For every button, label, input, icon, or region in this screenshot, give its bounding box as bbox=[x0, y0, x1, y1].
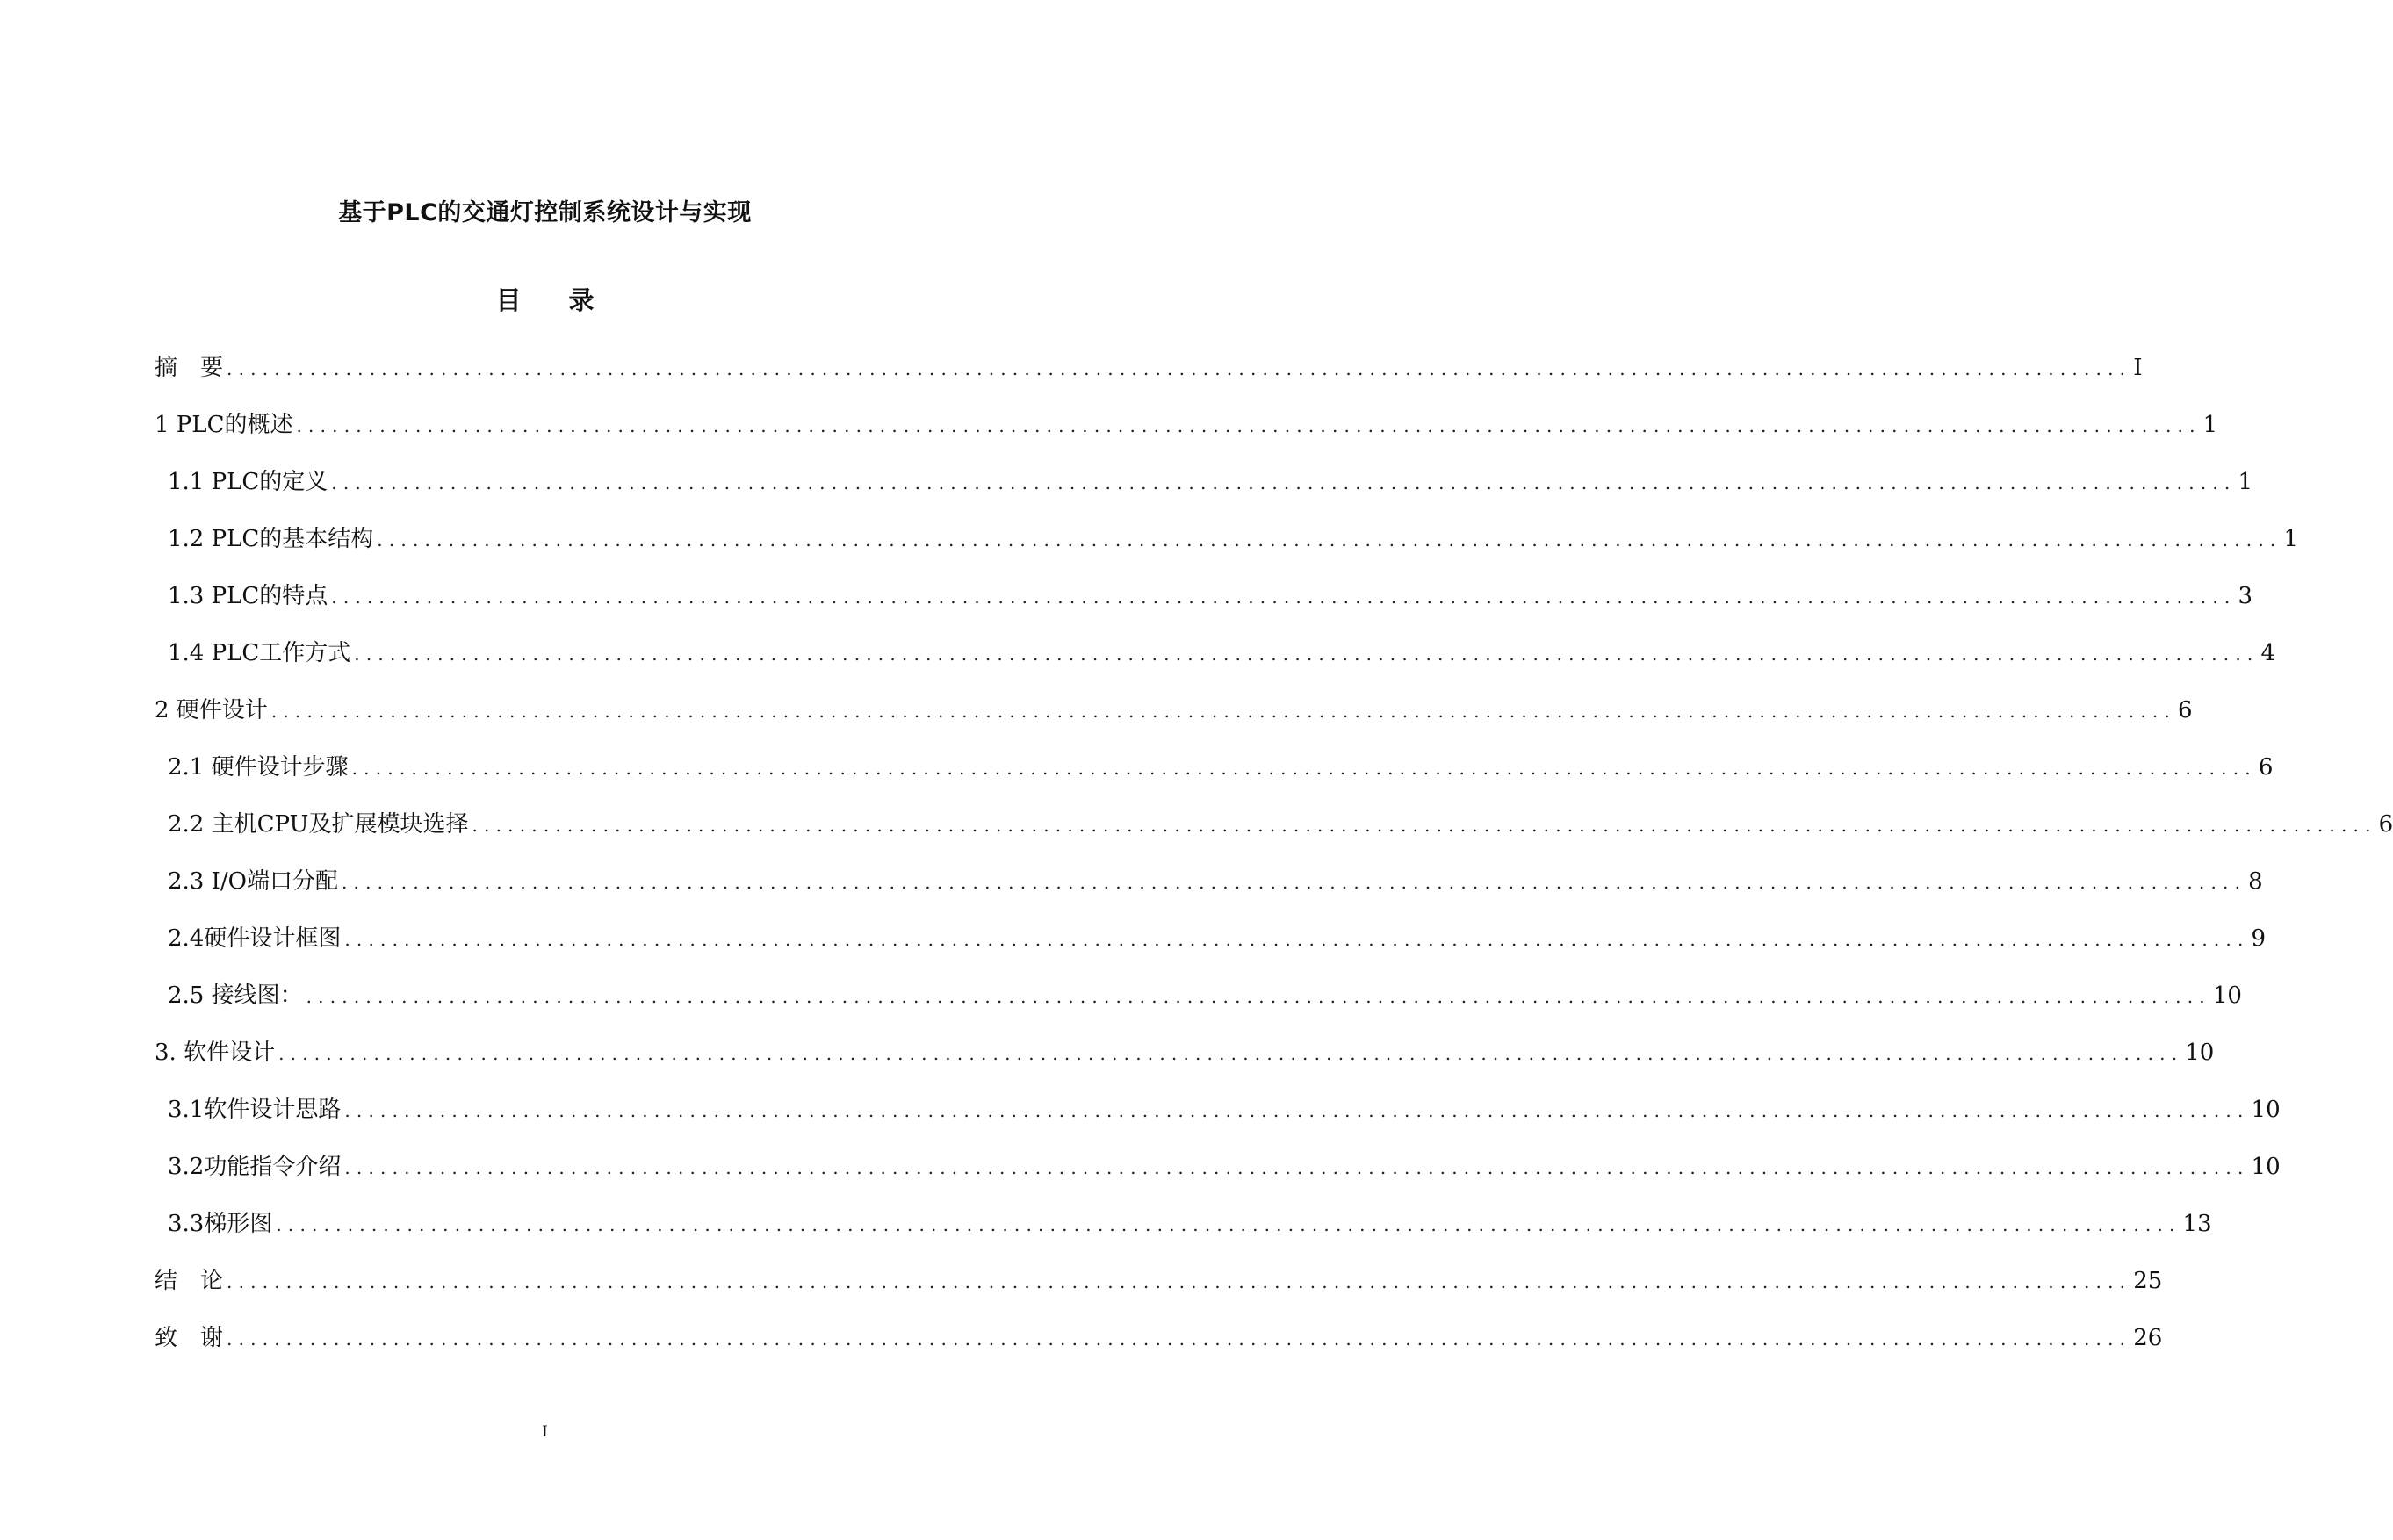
toc-entry-2-5[interactable] bbox=[155, 980, 2242, 1037]
dot-leader: ................................................................................................................................................................ bbox=[331, 472, 2237, 493]
document-title: 基于PLC的交通灯控制系统设计与实现 bbox=[338, 199, 752, 227]
toc-entry-page: 6 bbox=[2258, 754, 2274, 781]
dot-leader: ................................................................................................................................................................ bbox=[351, 758, 2257, 779]
toc-entry-page: 1 bbox=[2202, 412, 2218, 438]
toc-entry-chapter-2[interactable] bbox=[155, 694, 2193, 752]
dot-leader: ................................................................................................................................................................ bbox=[354, 644, 2260, 665]
dot-leader: ................................................................................................................................................................ bbox=[331, 586, 2237, 608]
toc-entry-2-4[interactable] bbox=[155, 923, 2267, 980]
toc-entry-title: 2.1 硬件设计步骤 bbox=[168, 754, 349, 781]
toc-entry-page: 1 bbox=[2238, 469, 2253, 495]
toc-entry-title: 3. 软件设计 bbox=[155, 1040, 276, 1066]
dot-leader: ................................................................................................................................................................ bbox=[341, 872, 2247, 893]
toc-entry-title: 结 论 bbox=[155, 1268, 224, 1294]
page-number: I bbox=[542, 1423, 548, 1441]
toc-entry-page: 1 bbox=[2283, 526, 2299, 552]
toc-entry-2-1[interactable] bbox=[155, 752, 2274, 809]
toc-entry-3-1[interactable] bbox=[155, 1094, 2281, 1151]
toc-entry-title: 2.4硬件设计框图 bbox=[168, 925, 342, 952]
table-of-contents bbox=[155, 352, 2393, 1379]
toc-entry-conclusion[interactable] bbox=[155, 1265, 2163, 1322]
dot-leader: ................................................................................................................................................................ bbox=[472, 815, 2377, 836]
dot-leader: ................................................................................................................................................................ bbox=[344, 1157, 2250, 1178]
dot-leader: ................................................................................................................................................................ bbox=[377, 529, 2282, 551]
toc-entry-title: 2.5 接线图： bbox=[168, 982, 303, 1009]
toc-entry-page: 4 bbox=[2260, 640, 2276, 666]
toc-entry-page: 9 bbox=[2251, 925, 2267, 952]
toc-entry-title: 致 谢 bbox=[155, 1325, 224, 1351]
toc-entry-page: I bbox=[2133, 355, 2143, 381]
toc-entry-title: 1.2 PLC的基本结构 bbox=[168, 526, 374, 552]
toc-entry-page: 10 bbox=[2212, 982, 2242, 1009]
toc-entry-title: 摘 要 bbox=[155, 355, 224, 381]
dot-leader: ................................................................................................................................................................ bbox=[296, 415, 2202, 436]
toc-entry-page: 6 bbox=[2178, 697, 2193, 723]
toc-entry-page: 10 bbox=[2251, 1097, 2281, 1123]
toc-entry-title: 2.3 I/O端口分配 bbox=[168, 868, 338, 895]
toc-entry-title: 2.2 主机CPU及扩展模块选择 bbox=[168, 811, 469, 838]
toc-entry-title: 1.3 PLC的特点 bbox=[168, 583, 328, 609]
toc-entry-3-2[interactable] bbox=[155, 1151, 2281, 1208]
toc-entry-title: 3.1软件设计思路 bbox=[168, 1097, 342, 1123]
dot-leader: ................................................................................................................................................................ bbox=[227, 358, 2132, 379]
toc-entry-page: 6 bbox=[2378, 811, 2393, 838]
toc-entry-abstract[interactable] bbox=[155, 352, 2143, 409]
toc-entry-chapter-1[interactable] bbox=[155, 409, 2218, 466]
toc-entry-1-4[interactable] bbox=[155, 637, 2276, 694]
dot-leader: ................................................................................................................................................................ bbox=[227, 1271, 2132, 1292]
toc-entry-page: 3 bbox=[2238, 583, 2253, 609]
dot-leader: ................................................................................................................................................................ bbox=[344, 1100, 2250, 1121]
toc-entry-1-2[interactable] bbox=[155, 523, 2299, 580]
toc-entry-page: 25 bbox=[2133, 1268, 2163, 1294]
toc-entry-title: 1 PLC的概述 bbox=[155, 412, 293, 438]
toc-entry-acknowledgement[interactable] bbox=[155, 1322, 2163, 1379]
toc-entry-title: 1.1 PLC的定义 bbox=[168, 469, 328, 495]
dot-leader: ................................................................................................................................................................ bbox=[344, 929, 2250, 950]
toc-entry-chapter-3[interactable] bbox=[155, 1037, 2215, 1094]
toc-entry-page: 26 bbox=[2133, 1325, 2163, 1351]
toc-entry-page: 10 bbox=[2185, 1040, 2215, 1066]
toc-entry-1-3[interactable] bbox=[155, 580, 2253, 637]
toc-entry-2-3[interactable] bbox=[155, 866, 2263, 923]
toc-entry-3-3[interactable] bbox=[155, 1208, 2212, 1265]
toc-entry-title: 1.4 PLC工作方式 bbox=[168, 640, 351, 666]
dot-leader: ................................................................................................................................................................ bbox=[270, 701, 2176, 722]
toc-entry-1-1[interactable] bbox=[155, 466, 2253, 523]
toc-entry-title: 3.3梯形图 bbox=[168, 1211, 273, 1237]
dot-leader: ................................................................................................................................................................ bbox=[276, 1214, 2181, 1235]
toc-entry-2-2[interactable] bbox=[155, 809, 2393, 866]
dot-leader: ................................................................................................................................................................ bbox=[306, 986, 2211, 1007]
dot-leader: ................................................................................................................................................................ bbox=[278, 1043, 2184, 1064]
toc-entry-title: 3.2功能指令介绍 bbox=[168, 1154, 342, 1180]
dot-leader: ................................................................................................................................................................ bbox=[227, 1328, 2132, 1349]
toc-heading: 目 录 bbox=[495, 285, 614, 315]
toc-entry-page: 10 bbox=[2251, 1154, 2281, 1180]
toc-entry-page: 13 bbox=[2182, 1211, 2212, 1237]
toc-entry-page: 8 bbox=[2248, 868, 2263, 895]
toc-entry-title: 2 硬件设计 bbox=[155, 697, 268, 723]
